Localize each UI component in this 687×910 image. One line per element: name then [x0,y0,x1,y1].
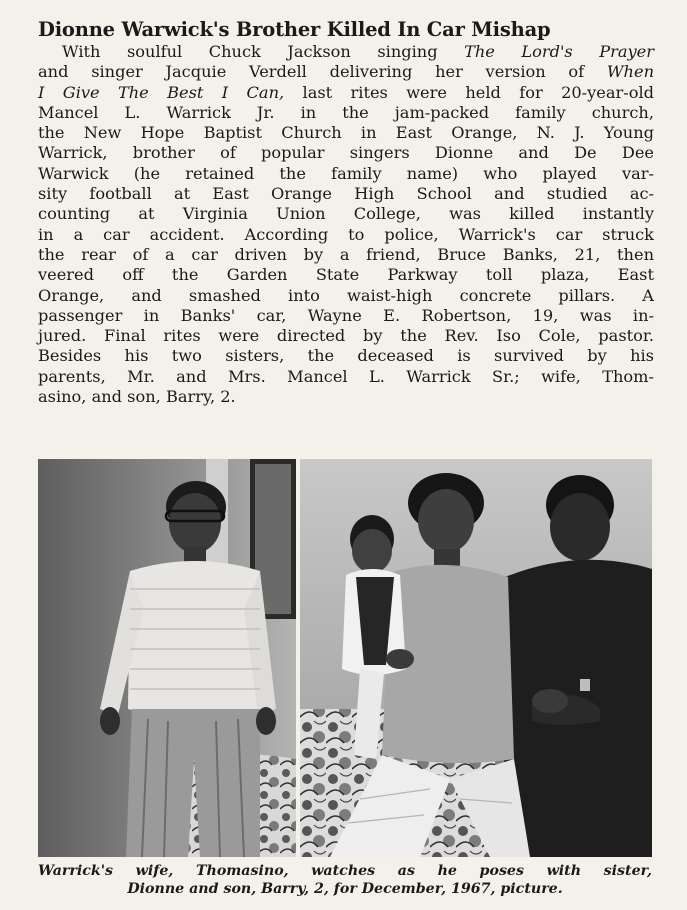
body-line: Besides his two sisters, the deceased is survived by his [38,346,654,366]
photo-family-seated-image [300,459,652,857]
article-body [38,42,654,407]
body-line: counting at Virginia Union College, was killed instantly [38,204,654,224]
body-line: parents, Mr. and Mrs. Mancel L. Warrick Sr.; wife, Thom- [38,366,654,386]
body-line: the New Hope Baptist Church in East Orange, N. J. Young [38,123,654,143]
italic-title: I Give The Best I Can, [38,82,285,102]
caption-line-1: Warrick's wife, Thomasino, watches as he poses with sister, [38,863,652,879]
body-line: passenger in Banks' car, Wayne E. Robertson, 19, was in- [38,305,654,325]
body-line: Warrick, brother of popular singers Dionne and De Dee [38,143,654,163]
body-line: and singer Jacquie Verdell delivering her version of When [38,62,654,82]
body-line: Orange, and smashed into waist-high concrete pillars. A [38,285,654,305]
body-line: jured. Final rites were directed by the Rev. Iso Cole, pastor. [38,326,654,346]
body-line: I Give The Best I Can, last rites were held for 20-year-old [38,82,655,102]
body-line: the rear of a car driven by a friend, Bruce Banks, 21, then [38,244,654,264]
body-line: in a car accident. According to police, Warrick's car struck [38,224,654,244]
photo-spread [38,459,652,857]
photo-caption [38,862,652,898]
italic-title: The Lord's Prayer [464,42,654,61]
photo-warrick-standing [38,459,296,857]
body-line: sity football at East Orange High School and studied ac- [38,184,654,204]
body-line: Warwick (he retained the family name) who played var- [38,163,654,183]
photo-family-seated [300,459,652,857]
article-headline: Dionne Warwick's Brother Killed In Car Mishap [38,18,551,41]
caption-line-2: Dionne and son, Barry, 2, for December, 1967, picture. [127,881,563,897]
body-line: veered off the Garden State Parkway toll plaza, East [38,265,654,285]
body-line: With soulful Chuck Jackson singing The Lord's Prayer [62,42,654,61]
body-line: Mancel L. Warrick Jr. in the jam-packed family church, [38,102,654,122]
body-line: asino, and son, Barry, 2. [38,387,236,407]
italic-title: When [606,62,654,82]
photo-warrick-standing-image [38,459,296,857]
